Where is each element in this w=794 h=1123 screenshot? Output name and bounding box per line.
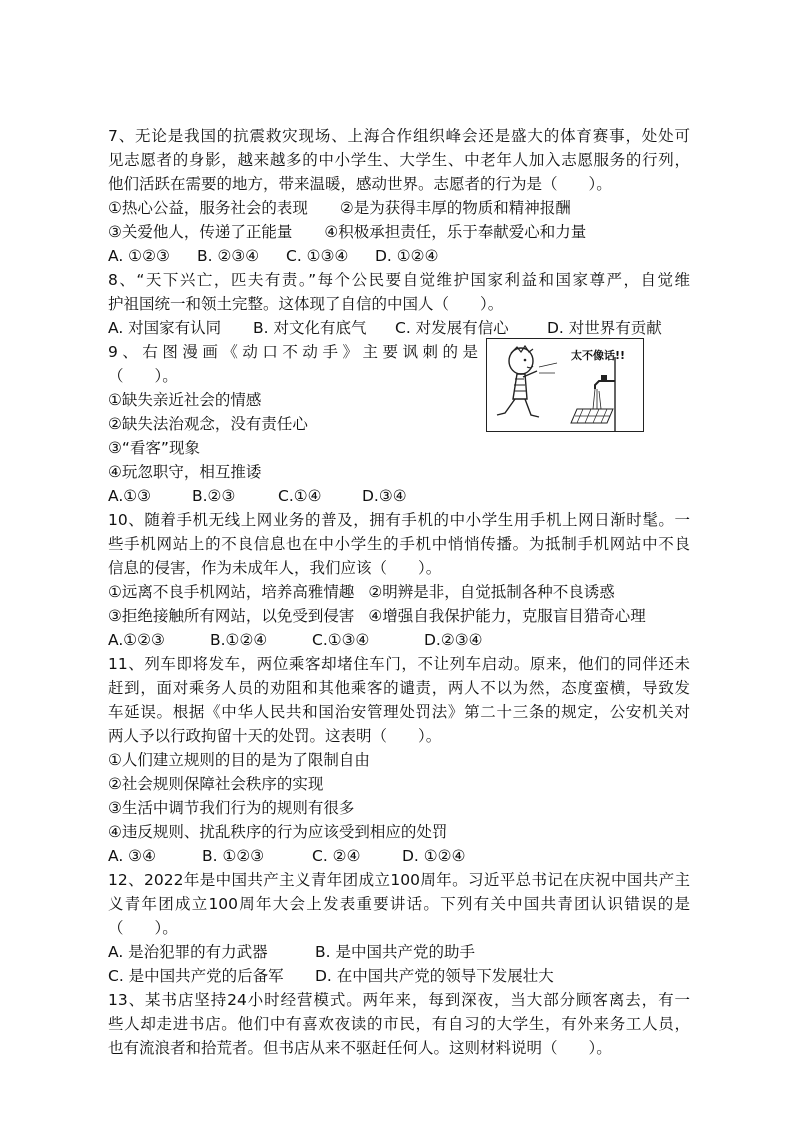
q7-stem-line: 他们活跃在需要的地方，带来温暖，感动世界。志愿者的行为是（ ）。 xyxy=(108,175,612,193)
q12-option-c[interactable]: C. 是中国共产党的后备军 xyxy=(108,967,284,985)
q11-stem-line: 两人予以行政拘留十天的处罚。这表明（ ）。 xyxy=(108,727,442,745)
q7-statements-row xyxy=(108,196,690,220)
q12-stem-line: 12、2022年是中国共产主义青年团成立100周年。习近平总书记在庆祝中国共产主 xyxy=(108,871,690,889)
cartoon-speech-text: 太不像话!! xyxy=(571,349,626,362)
q7-option-d[interactable]: D. ①②④ xyxy=(375,247,439,265)
q11-option-d[interactable]: D. ①②④ xyxy=(402,847,466,865)
q10-statement-1: ①远离不良手机网站，培养高雅情趣 xyxy=(108,583,355,601)
q9-statement: ④玩忽职守，相互推诿 xyxy=(108,463,262,481)
q7-statement-4: ④积极承担责任，乐于奉献爱心和力量 xyxy=(324,223,587,241)
q10-stem-line: 10、随着手机无线上网业务的普及，拥有手机的中小学生用手机上网日渐时髦。一 xyxy=(108,511,690,529)
q10-option-c[interactable]: C.①③④ xyxy=(312,631,370,649)
q8-option-a[interactable]: A. 对国家有认同 xyxy=(108,319,222,337)
q9-option-c[interactable]: C.①④ xyxy=(278,487,322,505)
q9-statement: ②缺失法治观念，没有责任心 xyxy=(108,415,308,433)
exam-page xyxy=(108,124,690,1060)
q13-stem-line: 也有流浪者和拾荒者。但书店从来不驱赶任何人。这则材料说明（ ）。 xyxy=(108,1039,612,1057)
q11-stem-line: 11、列车即将发车，两位乘客却堵住车门，不让列车启动。原来，他们的同伴还未 xyxy=(108,655,690,673)
q10-statements-row xyxy=(108,580,690,604)
question-11 xyxy=(108,652,690,868)
q8-option-b[interactable]: B. 对文化有底气 xyxy=(253,319,367,337)
q11-statement: ③生活中调节我们行为的规则有很多 xyxy=(108,799,355,817)
q13-stem-line: 13、某书店坚持24小时经营模式。两年来，每到深夜，当大部分顾客离去，有一 xyxy=(108,991,690,1009)
q10-options xyxy=(108,628,690,652)
q12-stem-line: 义青年团成立100周年大会上发表重要讲话。下列有关中国共青团认识错误的是 xyxy=(108,895,690,913)
q10-statement-2: ②明辨是非，自觉抵制各种不良诱惑 xyxy=(368,583,615,601)
q9-statement: ③“看客”现象 xyxy=(108,439,200,457)
q10-option-b[interactable]: B.①②④ xyxy=(210,631,268,649)
question-7 xyxy=(108,124,690,268)
q10-option-d[interactable]: D.②③④ xyxy=(424,631,483,649)
q8-stem-line: 8、“天下兴亡，匹夫有责。”每个公民要自觉维护国家利益和国家尊严，自觉维 xyxy=(108,271,690,289)
q11-stem-line: 赶到，面对乘务人员的劝阻和其他乘客的谴责，两人不以为然，态度蛮横，导致发 xyxy=(108,679,690,697)
q7-stem-line: 7、无论是我国的抗震救灾现场、上海合作组织峰会还是盛大的体育赛事，处处可 xyxy=(108,127,690,145)
q9-option-d[interactable]: D.③④ xyxy=(362,487,407,505)
q10-statement-4: ④增强自我保护能力，克服盲目猎奇心理 xyxy=(368,607,646,625)
question-13 xyxy=(108,988,690,1060)
q12-stem-line: （ ）。 xyxy=(108,919,178,937)
q10-stem-line: 些手机网站上的不良信息也在中小学生的手机中悄悄传播。为抵制手机网站中不良 xyxy=(108,535,690,553)
q11-statement: ②社会规则保障社会秩序的实现 xyxy=(108,775,324,793)
q11-option-a[interactable]: A. ③④ xyxy=(108,847,156,865)
q13-stem-line: 些人却走进书店。他们中有喜欢夜读的市民，有自习的大学生，有外来务工人员， xyxy=(108,1015,690,1033)
q12-options-row xyxy=(108,964,690,988)
q12-option-a[interactable]: A. 是治犯罪的有力武器 xyxy=(108,943,268,961)
q10-option-a[interactable]: A.①②③ xyxy=(108,631,165,649)
q11-statement: ①人们建立规则的目的是为了限制自由 xyxy=(108,751,370,769)
q9-option-b[interactable]: B.②③ xyxy=(192,487,236,505)
q9-option-a[interactable]: A.①③ xyxy=(108,487,152,505)
q9-cartoon-image xyxy=(486,338,644,432)
q9-stem-line: 9、右图漫画《动口不动手》主要讽刺的是 xyxy=(108,343,478,361)
q10-statements-row xyxy=(108,604,690,628)
q9-options xyxy=(108,484,690,508)
q7-options xyxy=(108,244,690,268)
q8-options xyxy=(108,316,690,340)
q11-stem-line: 车延误。根据《中华人民共和国治安管理处罚法》第二十三条的规定，公安机关对 xyxy=(108,703,690,721)
q11-option-c[interactable]: C. ②④ xyxy=(312,847,361,865)
q9-stem-line: （ ）。 xyxy=(108,367,178,385)
q7-option-b[interactable]: B. ②③④ xyxy=(197,247,260,265)
q12-options-row xyxy=(108,940,690,964)
q7-stem-line: 见志愿者的身影，越来越多的中小学生、大学生、中老年人加入志愿服务的行列， xyxy=(108,151,690,169)
q10-statement-3: ③拒绝接触所有网站，以免受到侵害 xyxy=(108,607,355,625)
question-12 xyxy=(108,868,690,988)
q11-option-b[interactable]: B. ①②③ xyxy=(202,847,265,865)
q10-stem-line: 信息的侵害，作为未成年人，我们应该（ ）。 xyxy=(108,559,442,577)
q9-statement: ①缺失亲近社会的情感 xyxy=(108,391,262,409)
q7-statements-row xyxy=(108,220,690,244)
q12-option-b[interactable]: B. 是中国共产党的助手 xyxy=(315,943,475,961)
question-8 xyxy=(108,268,690,340)
question-10 xyxy=(108,508,690,652)
q8-option-c[interactable]: C. 对发展有信心 xyxy=(395,319,509,337)
q8-option-d[interactable]: D. 对世界有贡献 xyxy=(547,319,662,337)
q12-option-d[interactable]: D. 在中国共产党的领导下发展壮大 xyxy=(315,967,554,985)
q8-stem-line: 护祖国统一和领土完整。这体现了自信的中国人（ ）。 xyxy=(108,295,504,313)
q11-options xyxy=(108,844,690,868)
q7-statement-2: ②是为获得丰厚的物质和精神报酬 xyxy=(339,199,571,217)
q7-option-a[interactable]: A. ①②③ xyxy=(108,247,170,265)
q7-statement-3: ③关爱他人，传递了正能量 xyxy=(108,223,293,241)
q7-statement-1: ①热心公益，服务社会的表现 xyxy=(108,199,308,217)
q11-statement: ④违反规则、扰乱秩序的行为应该受到相应的处罚 xyxy=(108,823,448,841)
q7-option-c[interactable]: C. ①③④ xyxy=(286,247,349,265)
